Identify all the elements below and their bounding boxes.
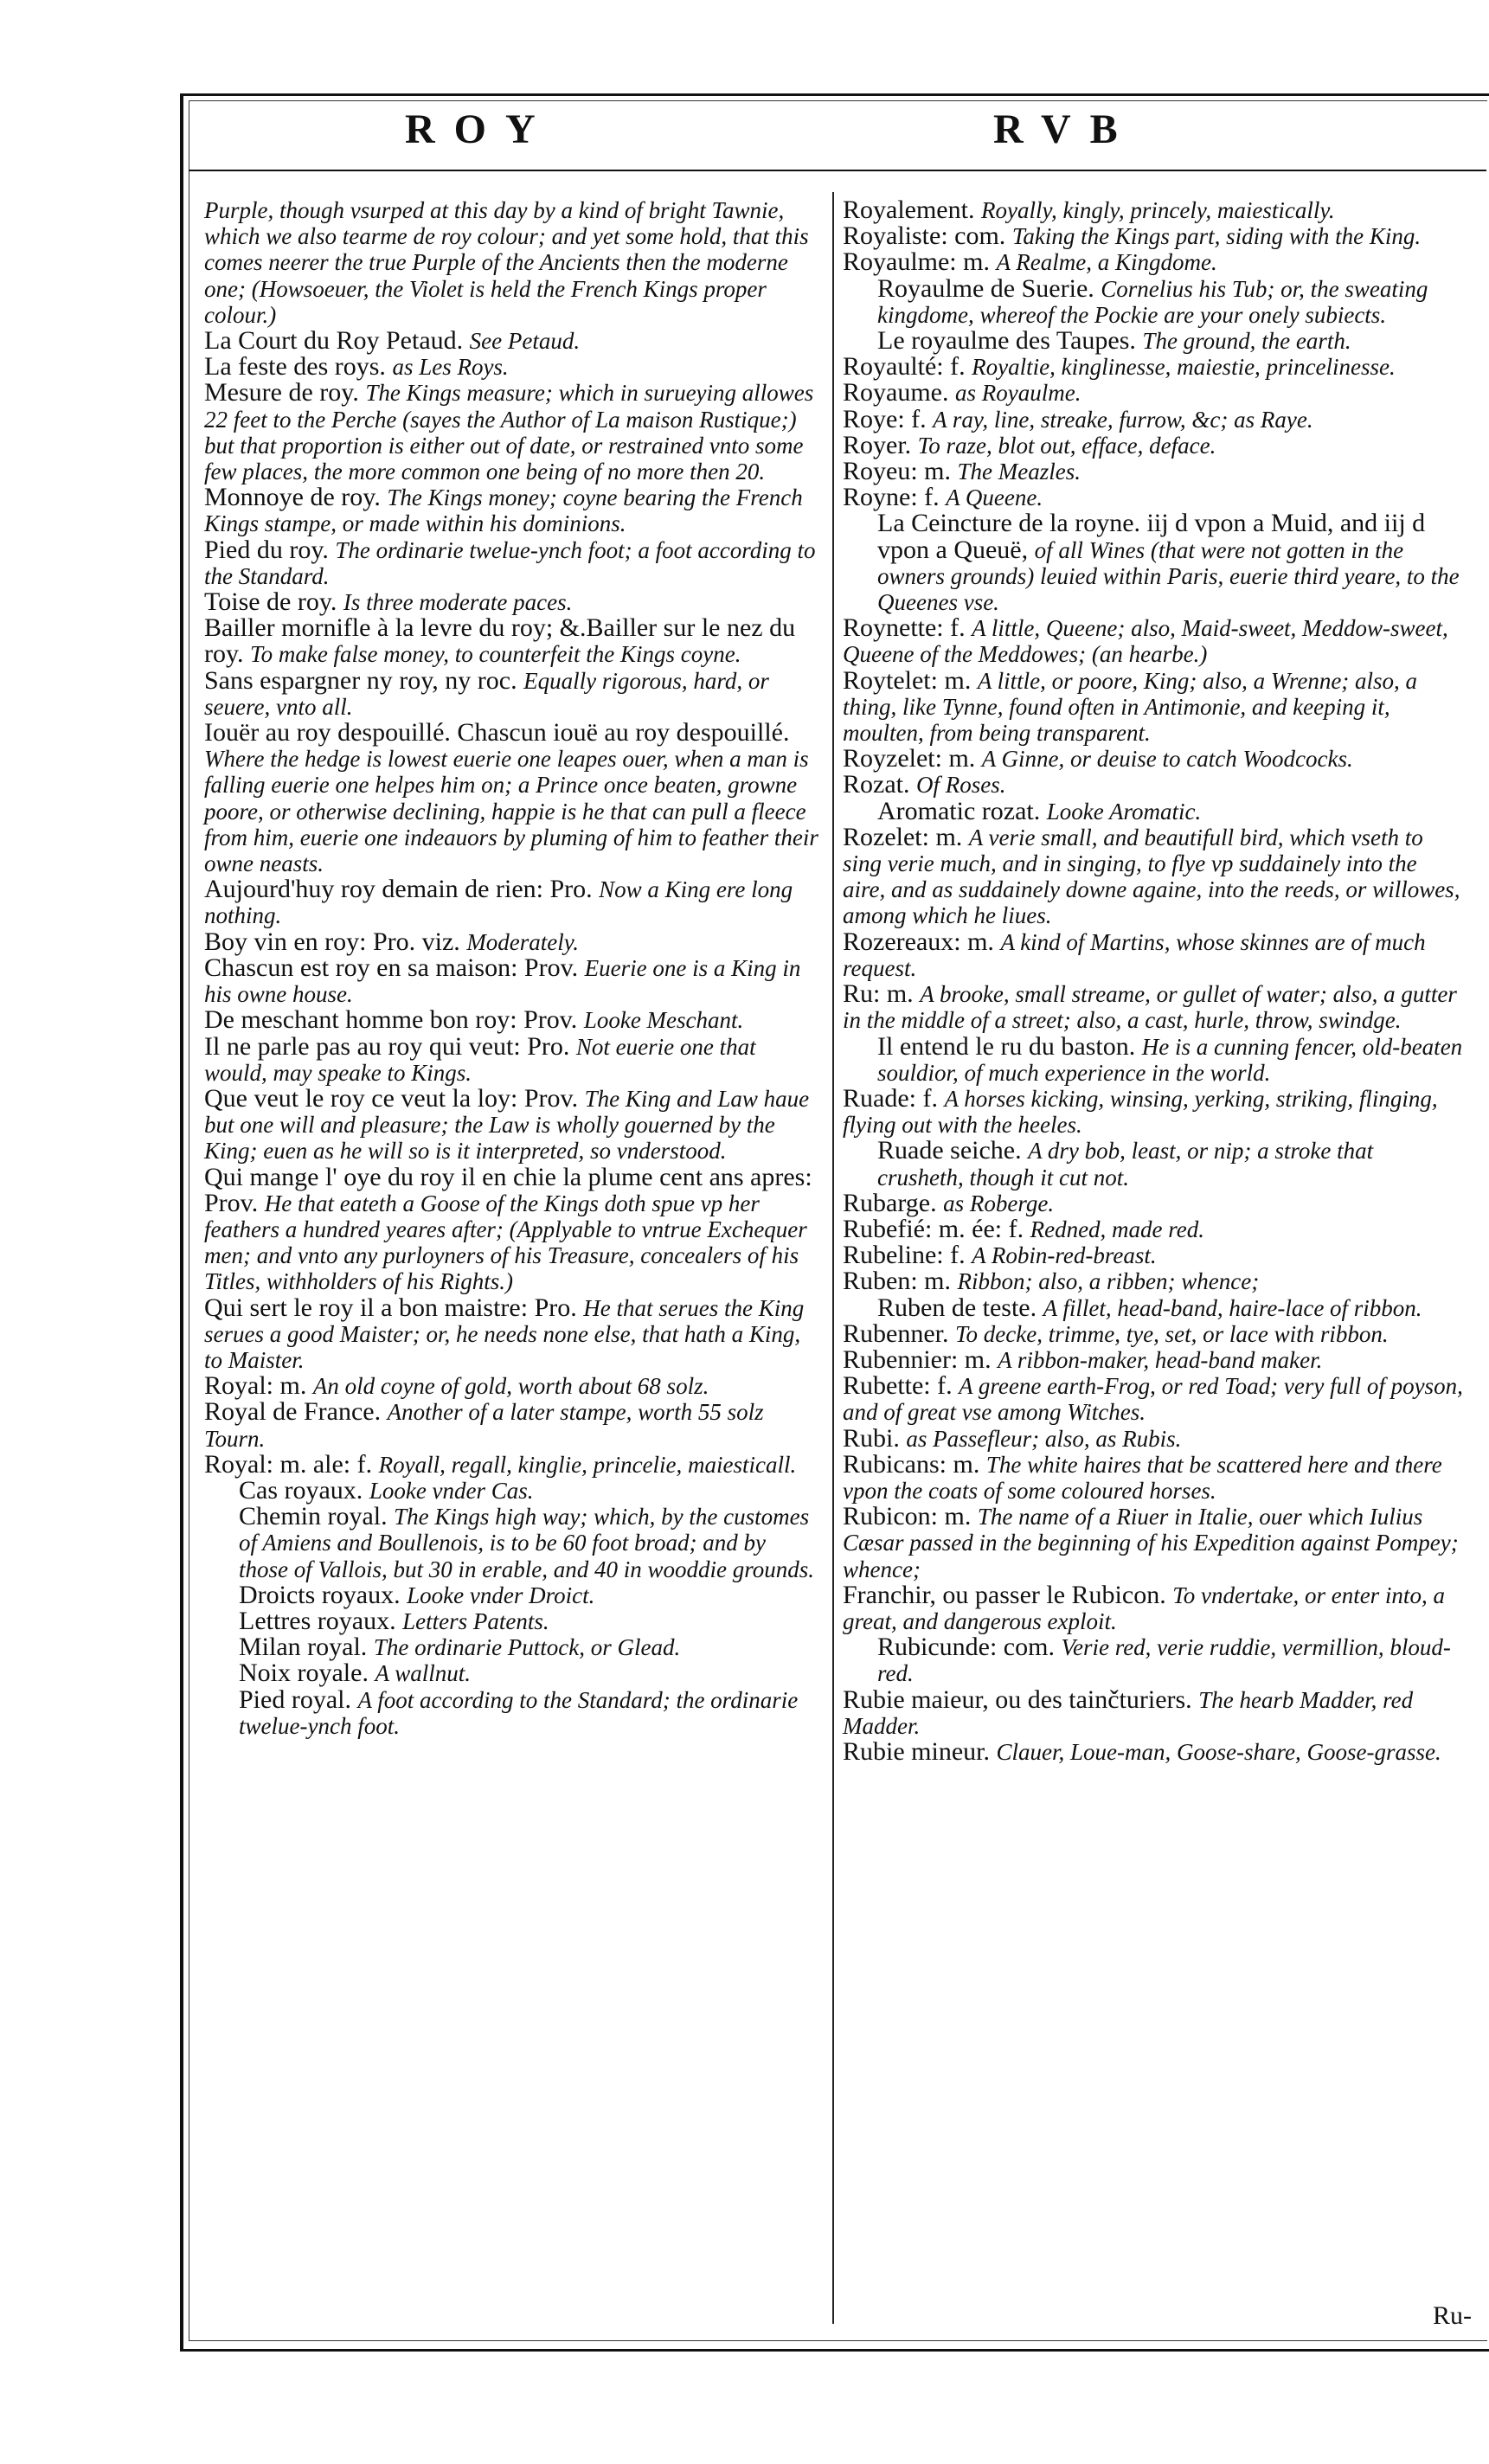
entry-headword: Ruben: m.: [843, 1267, 958, 1296]
entry-definition: as Passefleur; also, as Rubis.: [906, 1425, 1182, 1452]
entry-headword: Toise de roy.: [204, 587, 343, 617]
entry-definition: Looke vnder Droict.: [407, 1582, 595, 1608]
entry-definition: A ribbon-maker, head-band maker.: [998, 1346, 1323, 1373]
dictionary-entry: [843, 1138, 1464, 1190]
entry-headword: Que veut le roy ce veut la loy: Prov.: [204, 1083, 585, 1113]
dictionary-entry: [843, 223, 1464, 249]
entry-definition: A Realme, a Kingdome.: [996, 249, 1217, 276]
entry-definition: Ribbon; also, a ribben; whence;: [957, 1268, 1260, 1295]
entry-definition: To make false money, to counterfeit the Kings coyne.: [250, 641, 741, 668]
entry-definition: Moderately.: [466, 928, 580, 955]
entry-headword: Sans espargner ny roy, ny roc.: [204, 665, 524, 695]
dictionary-entry: [843, 459, 1464, 484]
entry-definition: The white haires that be scattered here and there vpon the coats of some coloured horses.: [843, 1451, 1442, 1504]
entry-definition: The hearb Madder, red Madder.: [843, 1686, 1414, 1739]
entry-definition: A brooke, small streame, or gullet of water; also, a gutter in the middle of a street; also, a cast, hurle, throw, swindge.: [843, 981, 1457, 1034]
dictionary-entry: [843, 404, 1464, 433]
entry-headword: Rubicunde: com.: [877, 1633, 1062, 1662]
dictionary-entry: [843, 380, 1464, 406]
entry-headword: Bailler mornifle à la levre du roy; &.Bailler sur le nez du roy.: [204, 613, 796, 669]
entry-headword: Rubette: f.: [843, 1371, 960, 1401]
dictionary-entry: [204, 1582, 818, 1608]
entry-headword: Chemin royal.: [239, 1502, 395, 1531]
entry-definition: Looke Meschant.: [583, 1007, 744, 1034]
dictionary-entry: [843, 354, 1464, 380]
entry-definition: as Les Roys.: [392, 354, 509, 381]
entry-headword: Roynette: f.: [843, 613, 972, 643]
entry-headword: Cas royaux.: [239, 1475, 369, 1505]
dictionary-entry: [204, 665, 818, 720]
entry-headword: Rubicans: m.: [843, 1449, 986, 1479]
dictionary-entry: [843, 1582, 1464, 1634]
entry-headword: Royeu: m.: [843, 457, 958, 486]
entry-headword: Rubie mineur.: [843, 1736, 997, 1766]
dictionary-entry: [843, 1268, 1464, 1294]
right-column: [843, 197, 1464, 1765]
entry-definition: He is a cunning fencer, old-beaten souldior, of much experience in the world.: [877, 1033, 1463, 1086]
entry-definition: Taking the Kings part, siding with the King.: [1011, 223, 1422, 250]
entry-definition: Now a King ere long nothing.: [204, 876, 793, 929]
entry-headword: Royaliste: com.: [843, 221, 1012, 251]
entry-definition: of all Wines (that were not gotten in the owners grounds) leuied within Paris, euerie third yeare, to the Queenes vse.: [877, 536, 1460, 616]
entry-headword: Boy vin en roy: Pro. viz.: [204, 927, 467, 956]
entry-headword: Il entend le ru du baston.: [877, 1031, 1142, 1061]
entry-headword: Rubi.: [843, 1423, 907, 1453]
entry-definition: Not euerie one that would, may speake to Kings.: [204, 1033, 756, 1086]
entry-headword: Royal de France.: [204, 1397, 388, 1427]
entry-headword: Noix royale.: [239, 1659, 375, 1688]
dictionary-entry: [204, 484, 818, 536]
entry-definition: Of Roses.: [915, 772, 1006, 799]
entry-definition: Another of a later stampe, worth 55 solz Tourn.: [204, 1399, 764, 1452]
dictionary-entry: [843, 1344, 1464, 1374]
dictionary-entry: [204, 1083, 818, 1165]
dictionary-entry: [204, 720, 818, 876]
entry-headword: Qui mange l' oye du roy il en chie la plume cent ans apres: Prov.: [204, 1162, 812, 1217]
entry-definition: A little, Queene; also, Maid-sweet, Meddow-sweet, Queene of the Meddowes; (an hearbe.): [843, 615, 1448, 668]
entry-definition: A Queene.: [946, 484, 1043, 511]
dictionary-entry: [204, 1162, 818, 1295]
dictionary-entry: [843, 1295, 1464, 1321]
entry-definition: Royall, regall, kinglie, princelie, maiesticall.: [378, 1451, 797, 1478]
dictionary-entry: [204, 1475, 818, 1505]
entry-definition: A greene earth-Frog, or red Toad; very full of poyson, and of great vse among Witches.: [843, 1373, 1463, 1426]
entry-definition: The King and Law haue but one will and pleasure; the Law is wholly gouerned by the King; euen as he will so is it interpreted, so vnderstood.: [204, 1085, 810, 1165]
entry-definition: The name of a Riuer in Italie, ouer which Iulius Cæsar passed in the beginning of his Expedition against Pompey; whence;: [843, 1504, 1459, 1582]
entry-definition: Royaltie, kinglinesse, maiestie, princelinesse.: [972, 354, 1396, 381]
entry-headword: Rubenner.: [843, 1319, 955, 1348]
entry-definition: Cornelius his Tub; or, the sweating kingdome, whereof the Pockie are your onely subiects.: [877, 275, 1428, 328]
dictionary-entry: [204, 929, 818, 955]
entry-headword: Mesure de roy.: [204, 378, 366, 407]
entry-headword: Ruade: f.: [843, 1083, 945, 1113]
entry-headword: Aromatic rozat.: [877, 796, 1047, 825]
entry-headword: Royaulté: f.: [843, 352, 972, 382]
entry-definition: Letters Patents.: [402, 1607, 549, 1634]
entry-definition: To raze, blot out, efface, deface.: [917, 432, 1216, 459]
dictionary-entry: [204, 1373, 818, 1399]
entry-definition: He that serues the King serues a good Maister; or, he needs none else, that hath a King, to Maister.: [204, 1294, 805, 1373]
dictionary-entry: [843, 328, 1464, 354]
entry-definition: Where the hedge is lowest euerie one leapes ouer, when a man is falling euerie one helpes him on; a Prince once beaten, growne poore, or otherwise declining, happie is he that can pull a fleece from him, euerie one indeauors by pluming of him to feather their owne neasts.: [204, 746, 818, 877]
dictionary-entry: [204, 380, 818, 484]
entry-headword: Aujourd'huy roy demain de rien: Pro.: [204, 875, 600, 904]
entry-definition: Equally rigorous, hard, or seuere, vnto all.: [204, 667, 769, 720]
dictionary-entry: [204, 589, 818, 615]
header-right: RVB: [993, 106, 1137, 152]
entry-headword: Royne: f.: [843, 483, 947, 512]
entry-headword: De meschant homme bon roy: Prov.: [204, 1005, 584, 1035]
dictionary-entry: [204, 1031, 818, 1086]
dictionary-entry: [843, 273, 1464, 328]
entry-headword: Il ne parle pas au roy qui veut: Pro.: [204, 1031, 576, 1061]
entry-definition: The Meazles.: [957, 459, 1081, 485]
dictionary-entry: [843, 1423, 1464, 1453]
dictionary-entry: [843, 510, 1464, 615]
entry-definition: A Ginne, or deuise to catch Woodcocks.: [981, 746, 1353, 773]
dictionary-entry: [204, 1634, 818, 1660]
dictionary-entry: [843, 1736, 1464, 1766]
left-column: [204, 197, 818, 1739]
dictionary-entry: [843, 1449, 1464, 1504]
entry-definition: Purple, though vsurped at this day by a kind of bright Tawnie, which we also tearme de roy colour; and yet some hold, that this comes neerer the true Purple of the Ancients then the moderne one; (Howsoeuer, the Violet is held the French Kings proper colour.): [204, 197, 809, 328]
dictionary-entry: [843, 197, 1464, 223]
entry-headword: La feste des roys.: [204, 352, 393, 382]
dictionary-entry: [204, 1007, 818, 1033]
dictionary-entry: [843, 484, 1464, 510]
entry-headword: Rozereaux: m.: [843, 927, 1001, 956]
entry-headword: Rubennier: m.: [843, 1344, 998, 1374]
entry-headword: Ruade seiche.: [877, 1136, 1029, 1165]
entry-definition: A dry bob, least, or nip; a stroke that crusheth, though it cut not.: [877, 1138, 1374, 1190]
dictionary-entry: [204, 1295, 818, 1374]
entry-headword: Ruben de teste.: [877, 1293, 1043, 1322]
entry-headword: Iouër au roy despouillé. Chascun iouë au roy despouillé.: [204, 718, 790, 748]
dictionary-entry: [204, 328, 818, 354]
entry-definition: Euerie one is a King in his owne house.: [204, 954, 801, 1008]
dictionary-entry: [204, 615, 818, 667]
dictionary-entry: [843, 615, 1464, 667]
entry-headword: Royaulme de Suerie.: [877, 273, 1101, 303]
entry-definition: The ordinarie twelue-ynch foot; a foot according to the Standard.: [204, 536, 816, 589]
header-rule: [189, 170, 1486, 171]
entry-definition: A foot according to the Standard; the ordinarie twelue-ynch foot.: [239, 1686, 799, 1739]
entry-headword: Rubefié: m. ée: f.: [843, 1214, 1030, 1243]
dictionary-entry: [204, 354, 818, 380]
column-divider: [832, 192, 834, 2324]
entry-definition: The ground, the earth.: [1142, 328, 1351, 355]
entry-headword: Roye: f.: [843, 404, 934, 433]
entry-headword: Rubarge.: [843, 1188, 944, 1217]
dictionary-entry: [843, 1634, 1464, 1686]
entry-definition: Verie red, verie ruddie, vermillion, bloud-red.: [877, 1634, 1451, 1687]
entry-definition: He that eateth a Goose of the Kings doth spue vp her feathers a hundred yeares after; (Applyable to vntrue Exchequer men; and vnto any purloyners of his Treasure, concealers of his Titles, withholders of his Rights.): [204, 1190, 807, 1295]
dictionary-entry: [843, 746, 1464, 772]
entry-definition: A wallnut.: [375, 1660, 471, 1687]
dictionary-entry: [843, 1504, 1464, 1582]
dictionary-entry: [204, 1684, 818, 1739]
entry-headword: Monnoye de roy.: [204, 483, 388, 512]
entry-headword: La Court du Roy Petaud.: [204, 326, 470, 356]
entry-headword: Royzelet: m.: [843, 744, 982, 773]
entry-definition: A horses kicking, winsing, yerking, striking, flinging, flying out with the heeles.: [843, 1085, 1438, 1139]
entry-definition: A little, or poore, King; also, a Wrenne; also, a thing, like Tynne, found often in Antimonie, and keeping it, moulten, from being transparent.: [843, 667, 1418, 747]
entry-definition: Looke Aromatic.: [1046, 798, 1202, 825]
dictionary-entry: [843, 249, 1464, 275]
dictionary-entry: [843, 981, 1464, 1033]
entry-definition: A verie small, and beautifull bird, which vseth to sing verie much, and in singing, to flye vp suddainely into the aire, and as suddainely downe againe, into the reeds, or willowes, among which he liues.: [843, 824, 1460, 929]
dictionary-entry: [843, 1190, 1464, 1216]
entry-definition: The ordinarie Puttock, or Glead.: [373, 1634, 681, 1661]
entry-headword: Le royaulme des Taupes.: [877, 326, 1143, 356]
entry-headword: Royaulme: m.: [843, 247, 997, 277]
entry-definition: Is three moderate paces.: [343, 589, 573, 616]
entry-headword: Roytelet: m.: [843, 665, 978, 695]
entry-definition: A fillet, head-band, haire-lace of ribbon.: [1043, 1294, 1422, 1321]
dictionary-entry: [204, 1399, 818, 1451]
entry-headword: Franchir, ou passer le Rubicon.: [843, 1580, 1173, 1609]
dictionary-entry: [204, 1660, 818, 1686]
dictionary-entry: [843, 929, 1464, 981]
dictionary-entry: [843, 1242, 1464, 1268]
entry-headword: Rubicon: m.: [843, 1502, 978, 1531]
catchword: Ru-: [1433, 2301, 1472, 2330]
entry-headword: Pied royal.: [239, 1684, 358, 1714]
entry-definition: The Kings money; coyne bearing the French Kings stampe, or made within his dominions.: [204, 484, 803, 537]
entry-definition: A Robin-red-breast.: [972, 1242, 1157, 1269]
dictionary-entry: [204, 955, 818, 1007]
dictionary-entry: [843, 1373, 1464, 1425]
entry-headword: La Ceincture de la royne. iij d vpon a Muid, and iij d vpon a Queuë,: [877, 509, 1426, 564]
entry-headword: Royaume.: [843, 378, 955, 407]
entry-definition: To decke, trimme, tye, set, or lace with ribbon.: [954, 1320, 1389, 1347]
entry-definition: The Kings high way; which, by the customes of Amiens and Boullenois, is to be 60 foot broad; and by those of Vallois, but 30 in erable, and 40 in wooddie grounds.: [239, 1504, 814, 1582]
dictionary-entry: [204, 1449, 818, 1479]
entry-headword: Milan royal.: [239, 1633, 374, 1662]
entry-headword: Royal: m. ale: f.: [204, 1449, 379, 1479]
entry-headword: Royal: m.: [204, 1371, 313, 1401]
entry-headword: Rozat.: [843, 770, 916, 799]
dictionary-entry: [843, 665, 1464, 747]
entry-definition: as Royaulme.: [954, 380, 1081, 407]
dictionary-entry: [204, 1608, 818, 1634]
entry-headword: Lettres royaux.: [239, 1606, 403, 1635]
dictionary-entry: [843, 772, 1464, 798]
dictionary-entry: [843, 430, 1464, 459]
entry-headword: Pied du roy.: [204, 535, 336, 564]
running-header: [197, 106, 1486, 157]
entry-definition: Redned, made red.: [1030, 1216, 1205, 1242]
entry-definition: A kind of Martins, whose skinnes are of much request.: [843, 928, 1426, 981]
entry-definition: An old coyne of gold, worth about 68 solz.: [312, 1373, 709, 1400]
entry-definition: To vndertake, or enter into, a great, and dangerous exploit.: [843, 1582, 1445, 1634]
dictionary-entry: [843, 1321, 1464, 1347]
entry-headword: Qui sert le roy il a bon maistre: Pro.: [204, 1293, 584, 1322]
entry-headword: Rubie maieur, ou des tainčturiers.: [843, 1684, 1199, 1714]
entry-definition: See Petaud.: [469, 328, 581, 355]
entry-definition: as Roberge.: [943, 1190, 1055, 1216]
dictionary-entry: [204, 197, 818, 328]
dictionary-entry: [204, 1504, 818, 1582]
entry-definition: Royally, kingly, princely, maiestically.: [980, 197, 1335, 223]
entry-headword: Chascun est roy en sa maison: Prov.: [204, 953, 585, 982]
entry-headword: Royer.: [843, 430, 918, 459]
entry-definition: Looke vnder Cas.: [369, 1477, 534, 1504]
dictionary-entry: [843, 822, 1464, 929]
entry-definition: Clauer, Loue-man, Goose-share, Goose-grasse.: [996, 1738, 1441, 1765]
entry-headword: Rubeline: f.: [843, 1241, 972, 1270]
dictionary-entry: [843, 1216, 1464, 1242]
dictionary-entry: [204, 876, 818, 928]
dictionary-entry: [843, 1031, 1464, 1086]
dictionary-entry: [843, 796, 1464, 825]
dictionary-entry: [204, 537, 818, 589]
dictionary-entry: [843, 1083, 1464, 1139]
dictionary-entry: [843, 1684, 1464, 1739]
entry-definition: The Kings measure; which in surueying allowes 22 feet to the Perche (sayes the Author of La maison Rustique;) but that proportion is either out of date, or restrained vnto some few places, the more common one being of no more then 20.: [204, 380, 814, 485]
entry-headword: Rozelet: m.: [843, 822, 969, 851]
header-left: ROY: [405, 106, 555, 152]
entry-definition: A ray, line, streake, furrow, &c; as Raye.: [933, 406, 1313, 433]
entry-headword: Royalement.: [843, 196, 981, 224]
entry-headword: Droicts royaux.: [239, 1580, 408, 1609]
entry-headword: Ru: m.: [843, 979, 921, 1009]
